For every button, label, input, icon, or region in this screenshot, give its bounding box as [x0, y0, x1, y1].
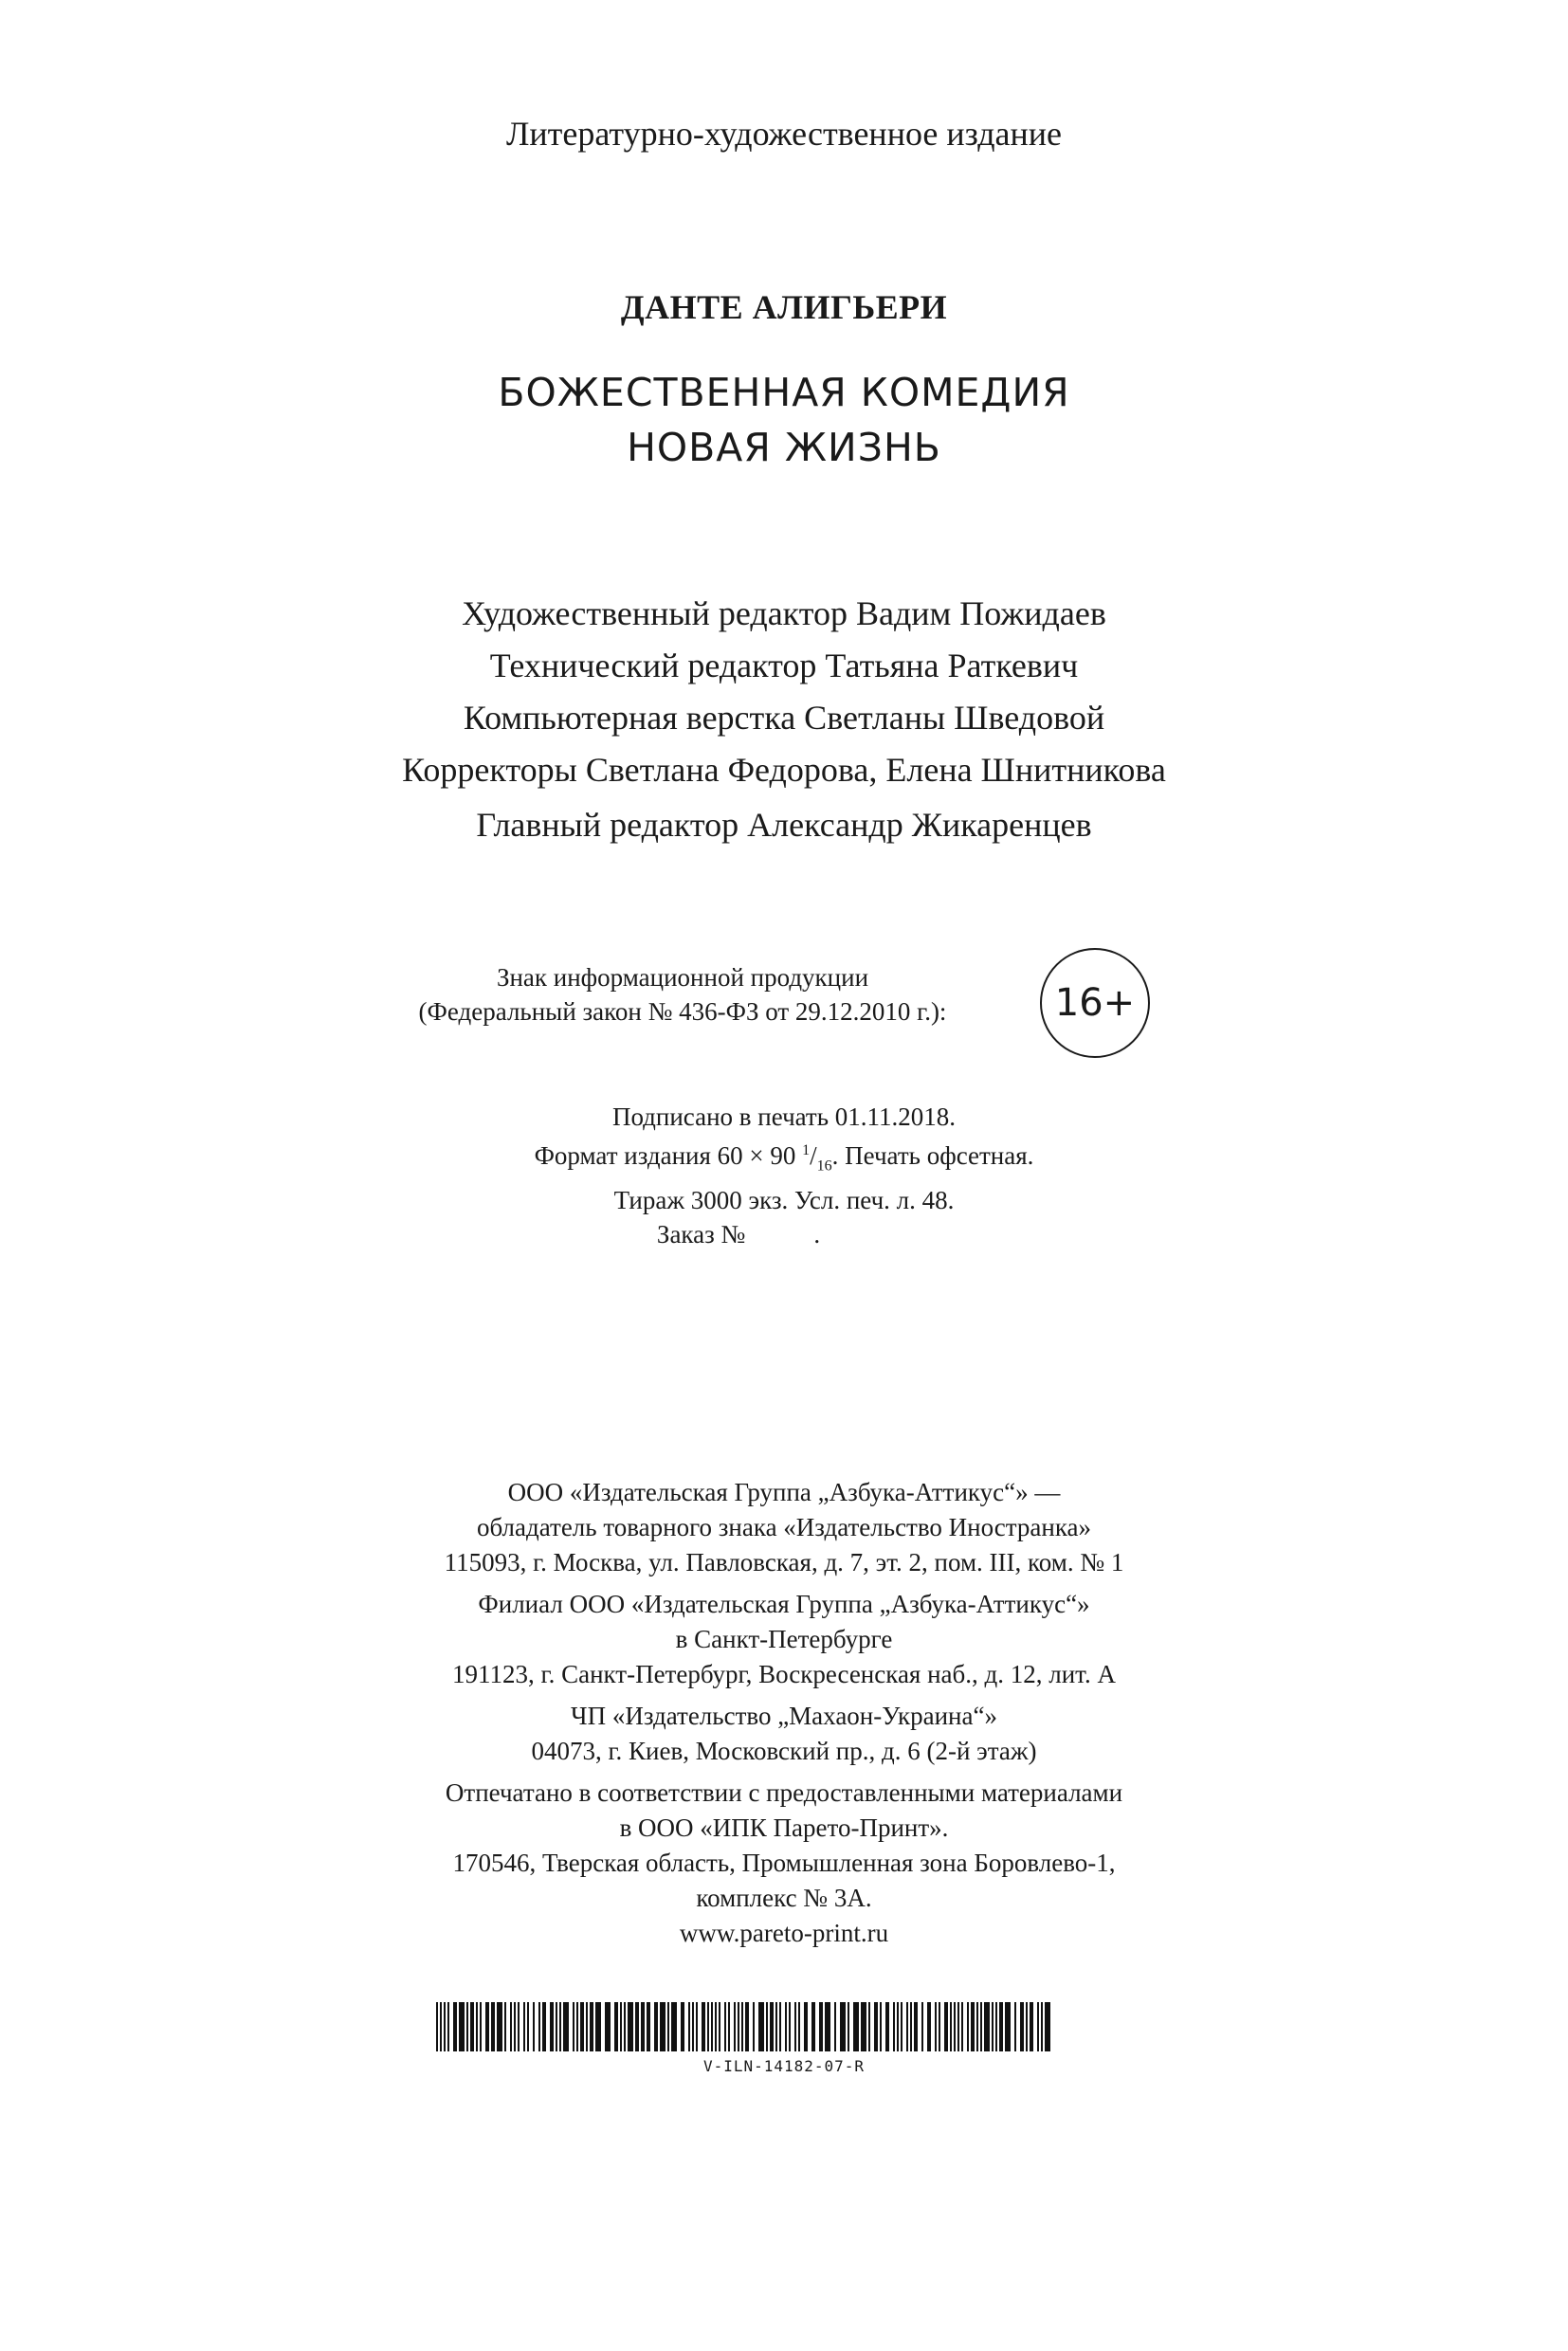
- barcode-bar: [775, 2002, 777, 2051]
- print-info-block: [0, 1100, 1568, 1251]
- credit-line: Компьютерная верстка Светланы Шведовой: [463, 699, 1105, 737]
- barcode-bar: [586, 2002, 588, 2051]
- barcode-bar: [628, 2002, 633, 2051]
- barcode-bar: [504, 2002, 506, 2051]
- age-rating-badge: 16+: [1040, 948, 1150, 1058]
- credit-line: Технический редактор Татьяна Раткевич: [489, 647, 1079, 684]
- barcode-bar: [927, 2002, 931, 2051]
- barcode-bar: [440, 2002, 442, 2051]
- barcode-bar: [825, 2002, 830, 2051]
- order-line: [0, 1217, 1522, 1251]
- credit-line: Корректоры Светлана Федорова, Елена Шнитникова: [402, 751, 1166, 789]
- barcode-bar: [667, 2002, 669, 2051]
- barcode-bar: [848, 2002, 849, 2051]
- barcode-bar: [605, 2002, 611, 2051]
- title-line: БОЖЕСТВЕННАЯ КОМЕДИЯ: [498, 370, 1070, 415]
- circulation-line: Тираж 3000 экз. Усл. печ. л. 48.: [613, 1186, 955, 1215]
- format-line: [0, 1134, 1568, 1183]
- barcode-bar: [789, 2002, 791, 2051]
- barcode-bar: [491, 2002, 495, 2051]
- format-fraction-sep: /: [810, 1141, 817, 1170]
- credit-line: Главный редактор Александр Жикаренцев: [476, 806, 1092, 844]
- barcode-bar: [758, 2002, 764, 2051]
- barcode-bar: [436, 2002, 438, 2051]
- barcode-bar: [563, 2002, 569, 2051]
- printer-line: комплекс № 3А.: [696, 1884, 872, 1912]
- barcode-bar: [853, 2002, 859, 2051]
- publisher-line: 191123, г. Санкт-Петербург, Воскресенская наб., д. 12, лит. А: [452, 1660, 1116, 1688]
- barcode-bar: [1045, 2002, 1050, 2051]
- publisher-line: 115093, г. Москва, ул. Павловская, д. 7, эт. 2, пом. III, ком. № 1: [444, 1548, 1124, 1576]
- publisher-line: в Санкт-Петербурге: [675, 1625, 893, 1653]
- barcode-bar: [527, 2002, 529, 2051]
- barcode-bar: [840, 2002, 846, 2051]
- barcode-bar: [906, 2002, 908, 2051]
- publisher-branch: [0, 1587, 1568, 1692]
- barcode-bar: [620, 2002, 622, 2051]
- barcode-bar: [766, 2002, 768, 2051]
- printer-info: [0, 1776, 1568, 1951]
- barcode-bar: [738, 2002, 739, 2051]
- barcode-bar: [874, 2002, 878, 2051]
- barcode-bar: [950, 2002, 952, 2051]
- barcode-bar: [647, 2002, 650, 2051]
- publisher-line: обладатель товарного знака «Издательство Иностранка»: [476, 1513, 1092, 1541]
- barcode-bar: [1020, 2002, 1024, 2051]
- barcode-bar: [590, 2002, 593, 2051]
- barcode-bar: [939, 2002, 940, 2051]
- barcode-bar: [914, 2002, 918, 2051]
- barcode-bar: [580, 2002, 584, 2051]
- barcode-bar: [880, 2002, 882, 2051]
- barcode: [436, 2002, 1058, 2051]
- format-fraction-num: 1: [802, 1142, 811, 1158]
- barcode-bar: [992, 2002, 994, 2051]
- publisher-main: [0, 1475, 1568, 1580]
- barcode-bar: [466, 2002, 468, 2051]
- barcode-bar: [576, 2002, 578, 2051]
- barcode-bar: [741, 2002, 743, 2051]
- publisher-line: Филиал ООО «Издательская Группа „Азбука-Аттикус“»: [478, 1590, 1090, 1618]
- barcode-bar: [893, 2002, 895, 2051]
- barcode-caption: V-ILN-14182-07-R: [702, 2057, 866, 2075]
- barcode-bar: [497, 2002, 502, 2051]
- barcode-bar: [885, 2002, 889, 2051]
- barcode-bar: [514, 2002, 516, 2051]
- barcode-bar: [635, 2002, 639, 2051]
- barcode-bar: [819, 2002, 823, 2051]
- barcode-bar: [724, 2002, 726, 2051]
- barcode-bar: [770, 2002, 774, 2051]
- barcode-bar: [798, 2002, 800, 2051]
- barcode-bar: [707, 2002, 709, 2051]
- credit-line: Художественный редактор Вадим Пожидаев: [462, 594, 1106, 632]
- barcode-bar: [573, 2002, 574, 2051]
- barcode-bar: [480, 2002, 482, 2051]
- barcode-bar: [984, 2002, 990, 2051]
- barcode-bar: [523, 2002, 525, 2051]
- barcode-bar: [1041, 2002, 1043, 2051]
- publisher-ukraine: [0, 1699, 1568, 1769]
- barcode-bar: [1014, 2002, 1016, 2051]
- barcode-bar: [485, 2002, 489, 2051]
- printer-line: в ООО «ИПК Парето-Принт».: [619, 1813, 949, 1842]
- barcode-bar: [692, 2002, 694, 2051]
- printer-line: Отпечатано в соответствии с предоставленными материалами: [445, 1778, 1123, 1807]
- barcode-bar: [1037, 2002, 1039, 2051]
- barcode-bar: [538, 2002, 540, 2051]
- barcode-bar: [971, 2002, 975, 2051]
- barcode-bar: [595, 2002, 601, 2051]
- printer-website: www.pareto-print.ru: [679, 1919, 889, 1947]
- info-sign-line: (Федеральный закон № 436-ФЗ от 29.12.2010 г.):: [418, 997, 947, 1026]
- publisher-line: ЧП «Издательство „Махаон-Украина“»: [571, 1702, 997, 1730]
- barcode-bar: [897, 2002, 899, 2051]
- barcode-bar: [510, 2002, 512, 2051]
- barcode-bar: [779, 2002, 781, 2051]
- edition-type: Литературно-художественное издание: [505, 115, 1063, 153]
- barcode-bar: [444, 2002, 446, 2051]
- barcode-bar: [944, 2002, 948, 2051]
- barcode-bar: [980, 2002, 982, 2051]
- barcode-bar: [654, 2002, 658, 2051]
- barcode-bar: [624, 2002, 626, 2051]
- barcode-bar: [719, 2002, 720, 2051]
- barcode-bar: [728, 2002, 730, 2051]
- barcode-bar: [696, 2002, 698, 2051]
- barcode-bar: [995, 2002, 997, 2051]
- barcode-bar: [834, 2002, 836, 2051]
- barcode-bar: [453, 2002, 457, 2051]
- barcode-bar: [559, 2002, 561, 2051]
- printer-line: 170546, Тверская область, Промышленная зона Боровлево-1,: [452, 1849, 1116, 1877]
- barcode-bar: [901, 2002, 903, 2051]
- barcode-bar: [861, 2002, 866, 2051]
- barcode-bar: [921, 2002, 923, 2051]
- barcode-bar: [533, 2002, 535, 2051]
- title-line: НОВАЯ ЖИЗНЬ: [627, 425, 941, 470]
- barcode-bar: [556, 2002, 557, 2051]
- barcode-bar: [550, 2002, 554, 2051]
- barcode-bar: [785, 2002, 787, 2051]
- signed-date: Подписано в печать 01.11.2018.: [611, 1103, 957, 1131]
- barcode-bar: [910, 2002, 912, 2051]
- barcode-bar: [954, 2002, 956, 2051]
- credits-block: [0, 588, 1568, 851]
- barcode-bar: [967, 2002, 969, 2051]
- barcode-bar: [447, 2002, 449, 2051]
- barcode-bar: [794, 2002, 796, 2051]
- barcode-bar: [811, 2002, 815, 2051]
- book-titles: [0, 365, 1568, 475]
- barcode-bar: [681, 2002, 684, 2051]
- barcode-bar: [999, 2002, 1003, 2051]
- format-suffix: . Печать офсетная.: [831, 1141, 1034, 1170]
- barcode-bar: [641, 2002, 645, 2051]
- barcode-bar: [711, 2002, 713, 2051]
- barcode-bar: [935, 2002, 937, 2051]
- barcode-bar: [957, 2002, 959, 2051]
- barcode-bar: [660, 2002, 665, 2051]
- info-sign-line: Знак информационной продукции: [496, 963, 869, 992]
- barcode-bar: [671, 2002, 677, 2051]
- author-name: ДАНТЕ АЛИГЬЕРИ: [620, 288, 948, 326]
- barcode-bar: [745, 2002, 749, 2051]
- format-fraction-den: 16: [816, 1157, 832, 1175]
- barcode-bar: [868, 2002, 870, 2051]
- barcode-bar: [688, 2002, 690, 2051]
- format-prefix: Формат издания 60 × 90: [534, 1141, 803, 1170]
- publisher-line: ООО «Издательская Группа „Азбука-Аттикус“» —: [507, 1478, 1061, 1506]
- barcode-bar: [542, 2002, 546, 2051]
- barcode-bar: [715, 2002, 717, 2051]
- barcode-bar: [1005, 2002, 1011, 2051]
- barcode-bar: [476, 2002, 478, 2051]
- order-dot: .: [813, 1220, 821, 1249]
- barcode-bar: [804, 2002, 808, 2051]
- barcode-bar: [961, 2002, 963, 2051]
- barcode-bar: [976, 2002, 978, 2051]
- barcode-bar: [518, 2002, 520, 2051]
- barcode-bar: [1030, 2002, 1033, 2051]
- publisher-block: [0, 1475, 1568, 1958]
- barcode-bar: [614, 2002, 618, 2051]
- barcode-bar: [459, 2002, 465, 2051]
- barcode-bar: [734, 2002, 736, 2051]
- barcode-bar: [470, 2002, 474, 2051]
- order-label: Заказ №: [656, 1220, 746, 1249]
- publisher-line: 04073, г. Киев, Московский пр., д. 6 (2-й этаж): [531, 1737, 1037, 1765]
- barcode-bar: [753, 2002, 755, 2051]
- information-product-sign: [351, 960, 1014, 1029]
- barcode-bar: [1026, 2002, 1028, 2051]
- barcode-bar: [702, 2002, 705, 2051]
